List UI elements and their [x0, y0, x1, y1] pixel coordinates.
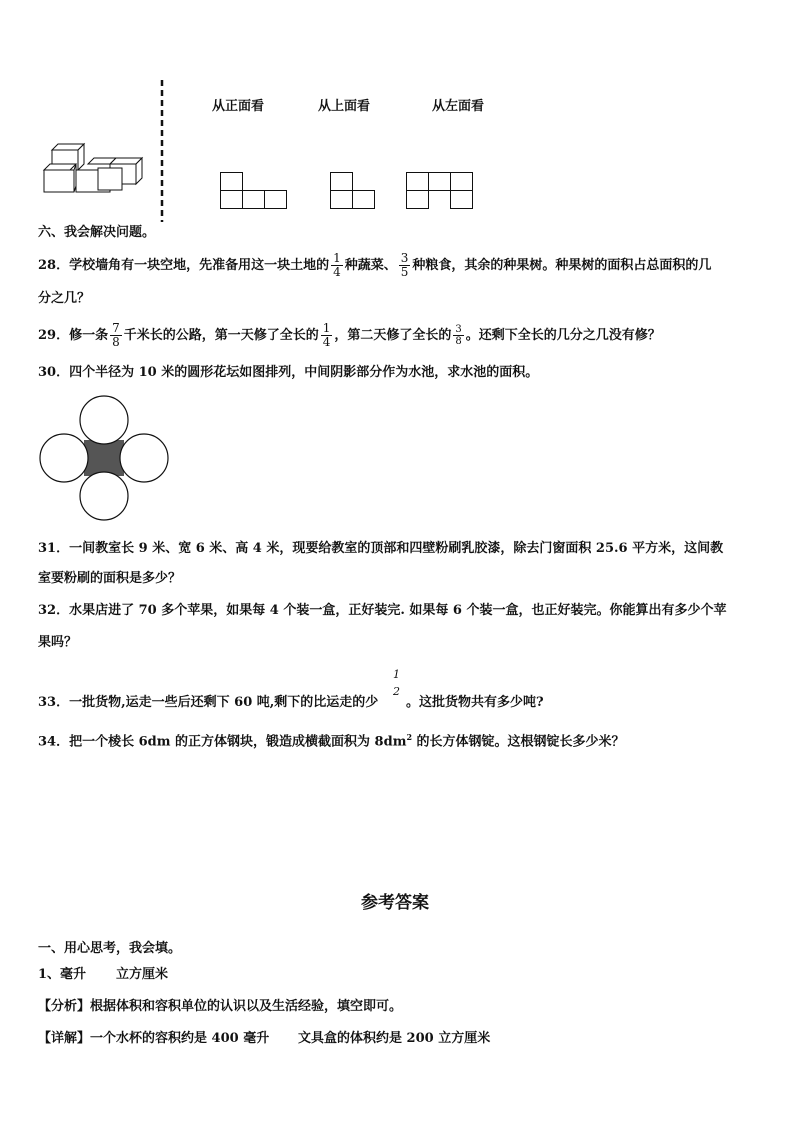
- q28-mid1: 种蔬菜、: [344, 257, 397, 273]
- dashed-divider: [160, 80, 164, 222]
- q32-line2: 果吗？: [38, 635, 78, 650]
- q29-prefix: 29．修一条: [38, 327, 109, 343]
- answers-heading: 参考答案: [361, 893, 429, 913]
- answer-1-first: 1、毫升: [38, 967, 87, 982]
- section-6-title: 六、我会解决问题。: [38, 225, 156, 240]
- q33-fraction: [393, 668, 400, 698]
- question-28: [38, 252, 711, 279]
- q33-suffix: 。这批货物共有多少吨?: [406, 695, 544, 710]
- view-label-top: 从上面看: [318, 99, 371, 114]
- four-circles-figure: [40, 396, 168, 520]
- q28-fraction-1: $\frac{1}{4}$: [333, 251, 341, 279]
- q33-fraction-den: 2: [393, 685, 400, 698]
- q33-fraction-num: 1: [393, 668, 400, 681]
- answer-analysis: 【分析】根据体积和容积单位的认识以及生活经验，填空即可。: [38, 999, 403, 1014]
- view-label-left: 从左面看: [432, 99, 485, 114]
- front-view-grid: [220, 172, 288, 210]
- q34-suffix: 的长方体钢锭。这根钢锭长多少米？: [412, 734, 625, 750]
- q32-line1: 32．水果店进了 70 多个苹果，如果每 4 个装一盒，正好装完. 如果每 6 个装一盒，也正好装完。你能算出有多少个苹: [38, 603, 727, 618]
- q28-fraction-2: $\frac{3}{5}$: [400, 251, 409, 279]
- question-30: 30．四个半径为 10 米的圆形花坛如图排列，中间阴影部分作为水池，求水池的面积。: [38, 365, 539, 380]
- cube-stack-figure: [40, 140, 140, 198]
- q29-fraction-1: $\frac{7}{8}$: [112, 321, 120, 349]
- q34-prefix: 34．把一个棱长 6dm 的正方体钢块，锻造成横截面积为 8dm: [38, 734, 407, 750]
- q34-superscript: 2: [406, 732, 413, 742]
- q29-fraction-2: $\frac{1}{4}$: [322, 321, 331, 349]
- left-view-grid: [406, 172, 474, 210]
- q28-line2: 分之几？: [38, 291, 91, 306]
- q28-mid2: 种粮食，其余的种果树。种果树的面积占总面积的几: [412, 257, 712, 273]
- question-34: [38, 728, 625, 751]
- q29-suffix: 。还剩下全长的几分之几没有修？: [465, 327, 661, 343]
- answer-detail-b: 文具盒的体积约是 200 立方厘米: [298, 1031, 491, 1046]
- top-view-grid: [330, 172, 376, 210]
- view-label-front: 从正面看: [212, 99, 265, 114]
- q31-line1: 31．一间教室长 9 米、宽 6 米、高 4 米，现要给教室的顶部和四壁粉刷乳胶漆，除去门窗面积 25.6 平方米，这间教: [38, 541, 724, 556]
- q29-fraction-3: $\frac{3}{8}$: [455, 324, 462, 347]
- answers-section-1: 一、用心思考，我会填。: [38, 941, 182, 956]
- answer-1-second: 立方厘米: [116, 967, 169, 982]
- q31-line2: 室要粉刷的面积是多少？: [38, 571, 182, 586]
- q28-prefix: 28．学校墙角有一块空地，先准备用这一块土地的: [38, 257, 330, 273]
- answer-detail-a: 【详解】一个水杯的容积约是 400 毫升: [38, 1031, 270, 1046]
- question-29: [38, 322, 661, 349]
- q33-prefix: 33．一批货物,运走一些后还剩下 60 吨,剩下的比运走的少: [38, 695, 379, 710]
- q29-mid2: ，第二天修了全长的: [334, 327, 452, 343]
- q29-mid1: 千米长的公路，第一天修了全长的: [123, 327, 319, 343]
